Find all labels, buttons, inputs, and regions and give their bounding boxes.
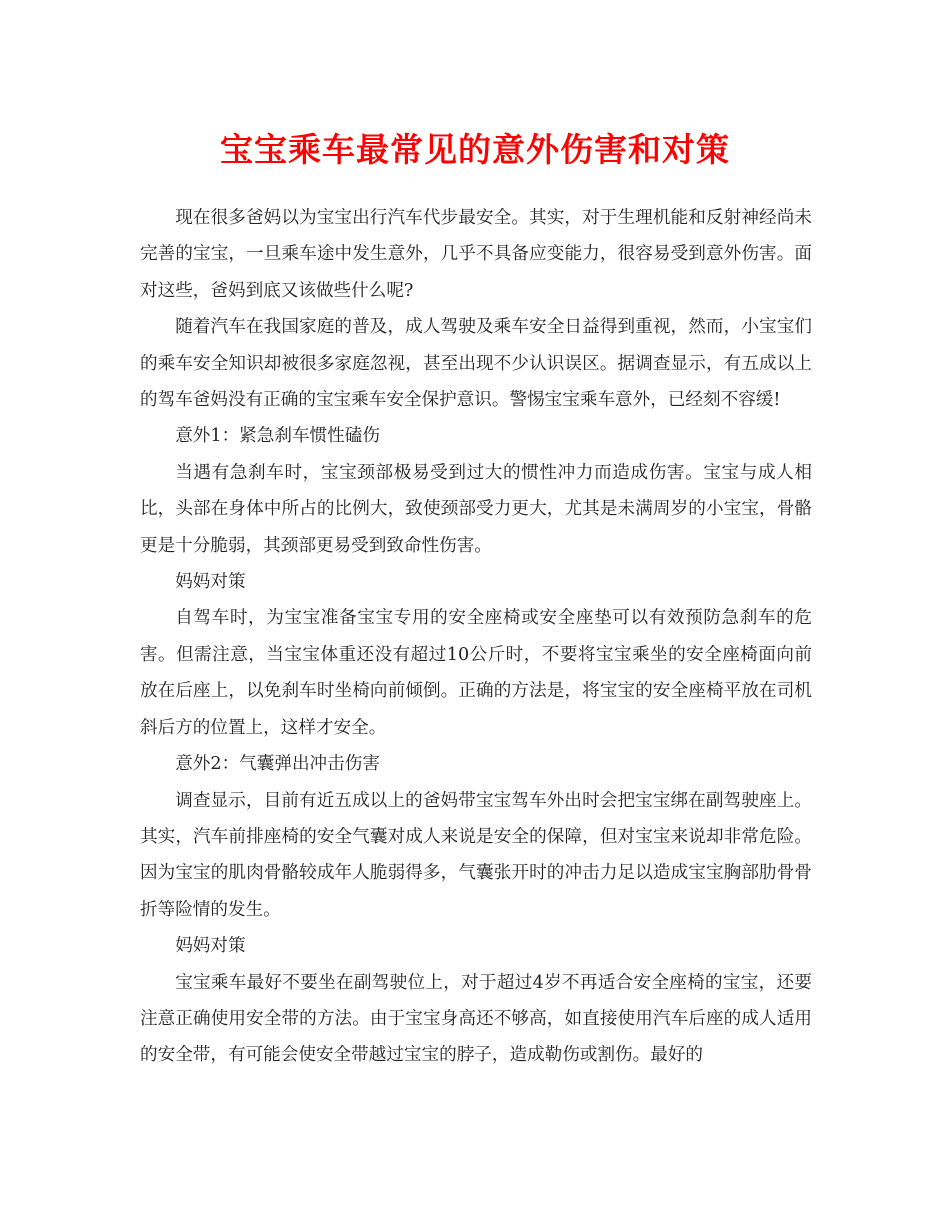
- document-title: 宝宝乘车最常见的意外伤害和对策: [220, 130, 730, 169]
- paragraph-mom-strategy-1: 自驾车时，为宝宝准备宝宝专用的安全座椅或安全座垫可以有效预防急刹车的危害。但需注意，当宝宝体重还没有超过10公斤时，不要将宝宝乘坐的安全座椅面向前放在后座上，以免刹车时坐椅向前倾倒。正确的方法是，将宝宝的安全座椅平放在司机斜后方的位置上，这样才安全。: [140, 608, 812, 738]
- document-body: [140, 200, 812, 1074]
- section-heading-mom-strategy-1: 妈妈对策: [175, 572, 246, 593]
- paragraph-background: 随着汽车在我国家庭的普及，成人驾驶及乘车安全日益得到重视，然而，小宝宝们的乘车安全知识却被很多家庭忽视，甚至出现不少认识误区。据调查显示，有五成以上的驾车爸妈没有正确的宝宝乘车安全保护意识。警惕宝宝乘车意外，已经刻不容缓!: [140, 317, 812, 411]
- paragraph-accident-2: 调查显示，目前有近五成以上的爸妈带宝宝驾车外出时会把宝宝绑在副驾驶座上。其实，汽车前排座椅的安全气囊对成人来说是安全的保障，但对宝宝来说却非常危险。因为宝宝的肌肉骨骼较成年人脆弱得多，气囊张开时的冲击力足以造成宝宝胸部肋骨骨折等险情的发生。: [140, 790, 812, 920]
- paragraph-mom-strategy-2: 宝宝乘车最好不要坐在副驾驶位上，对于超过4岁不再适合安全座椅的宝宝，还要注意正确使用安全带的方法。由于宝宝身高还不够高，如直接使用汽车后座的成人适用的安全带，有可能会使安全带越过宝宝的脖子，造成勒伤或割伤。最好的: [140, 972, 812, 1066]
- paragraph-intro: 现在很多爸妈以为宝宝出行汽车代步最安全。其实，对于生理机能和反射神经尚未完善的宝宝，一旦乘车途中发生意外，几乎不具备应变能力，很容易受到意外伤害。面对这些，爸妈到底又该做些什么呢?: [140, 208, 812, 301]
- section-heading-accident-2: 意外2：气囊弹出冲击伤害: [175, 754, 380, 775]
- paragraph-accident-1: 当遇有急刹车时，宝宝颈部极易受到过大的惯性冲力而造成伤害。宝宝与成人相比，头部在身体中所占的比例大，致使颈部受力更大，尤其是未满周岁的小宝宝，骨骼更是十分脆弱，其颈部更易受到致命性伤害。: [140, 462, 812, 556]
- section-heading-accident-1: 意外1：紧急刹车惯性磕伤: [175, 426, 380, 447]
- section-heading-mom-strategy-2: 妈妈对策: [175, 936, 246, 957]
